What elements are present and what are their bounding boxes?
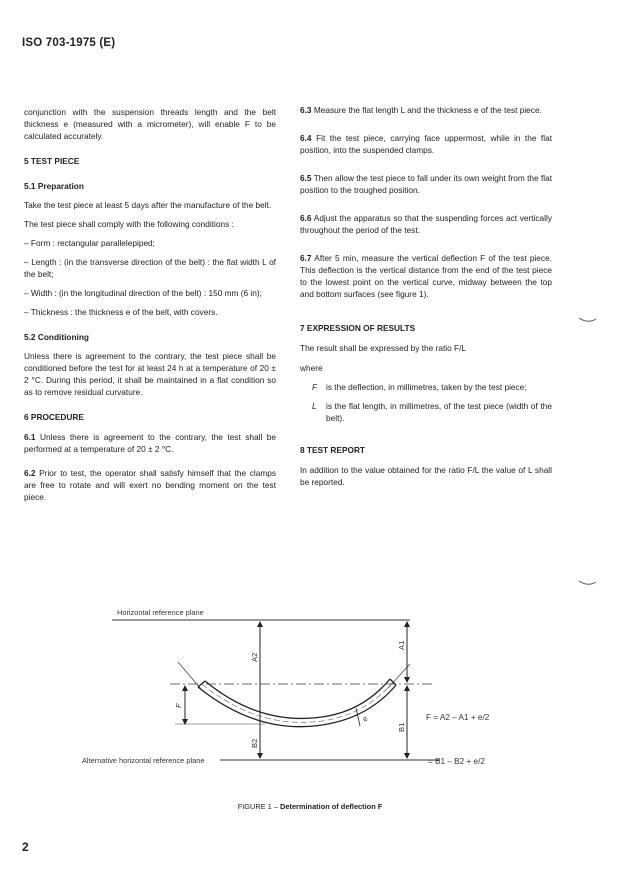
label-a1: A1 (397, 640, 406, 650)
section-8-heading: 8 TEST REPORT (300, 445, 366, 455)
section-6-1-text: Unless there is agreement to the contrary, the test shall be performed at a temperature of 20 ± 2 °C. (24, 432, 277, 454)
section-6-6-text: Adjust the apparatus so that the suspending forces act vertically throughout the period of the test. (300, 213, 552, 235)
section-6-4 (300, 132, 552, 156)
figure-caption (0, 802, 620, 811)
formula-2: = B1 – B2 + e/2 (428, 757, 485, 766)
condition-length: – Length : (in the transverse direction of the belt) : the flat width L of the belt; (24, 257, 276, 279)
label-b2: B2 (250, 738, 259, 748)
definition-f (312, 381, 552, 393)
definition-text: is the deflection, in millimetres, taken by the test piece; (326, 382, 527, 392)
definition-symbol: L (312, 401, 317, 411)
section-6-3-number: 6.3 (300, 105, 312, 115)
section-7-heading: 7 EXPRESSION OF RESULTS (300, 323, 416, 333)
margin-mark (578, 315, 598, 325)
section-6-1-number: 6.1 (24, 432, 36, 442)
condition-width: – Width : (in the longitudinal direction of the belt) : 150 mm (6 in); (24, 288, 262, 298)
where-label: where (300, 363, 323, 373)
label-e: e (359, 714, 370, 723)
label-f: F (174, 703, 183, 708)
condition-thickness: – Thickness : the thickness e of the belt, with covers. (24, 307, 218, 317)
label-b1: B1 (397, 722, 406, 732)
intro-paragraph: conjunction with the suspension threads length and the belt thickness e (measured with a micrometer), will enable F to be calculated accurately. (24, 107, 276, 141)
page-number: 2 (22, 840, 29, 854)
section-6-5-text: Then allow the test piece to fall under its own weight from the flat position to the troughed position. (300, 173, 553, 195)
section-5-heading: 5 TEST PIECE (24, 156, 80, 166)
section-6-7-text: After 5 min, measure the vertical deflection F of the test piece. This deflection is the vertical distance from the end of the test piece to the lowest point on the vertical curve, midway between the top and bottom surfaces (see figure 1). (300, 253, 552, 299)
left-column (24, 106, 276, 503)
horizontal-reference-label: Horizontal reference plane (117, 608, 204, 617)
section-6-5-number: 6.5 (300, 173, 312, 183)
section-6-1 (24, 431, 276, 455)
section-6-4-number: 6.4 (300, 133, 312, 143)
formula-1: F = A2 – A1 + e/2 (426, 713, 490, 722)
section-6-2 (24, 467, 276, 503)
section-6-3 (300, 104, 552, 116)
section-6-5 (300, 172, 552, 196)
section-5-1-paragraph-1: Take the test piece at least 5 days after the manufacture of the belt. (24, 200, 272, 210)
section-5-2-paragraph: Unless there is agreement to the contrary, the test piece shall be conditioned before the test for at least 24 h at a temperature of 20 ± 2 °C. During this period, it shall be maintained in a flat condition so as to remove residual curvature. (24, 351, 276, 397)
thickness-leader (356, 708, 360, 726)
figure-caption-title: Determination of deflection F (280, 802, 383, 811)
alternative-reference-label: Alternative horizontal reference plane (82, 756, 205, 765)
margin-mark (578, 578, 598, 588)
section-6-7-number: 6.7 (300, 253, 312, 263)
definition-text: is the flat length, in millimetres, of the test piece (width of the belt). (326, 401, 552, 423)
section-6-4-text: Fit the test piece, carrying face uppermost, while in the flat position, into the suspended clamps. (300, 133, 552, 155)
section-6-6-number: 6.6 (300, 213, 312, 223)
suspension-thread-left (178, 662, 201, 689)
section-5-1-paragraph-2: The test piece shall comply with the following conditions : (24, 219, 234, 229)
section-5-2-heading: 5.2 Conditioning (24, 332, 89, 342)
figure-caption-prefix: FIGURE 1 – (237, 802, 281, 811)
condition-form: – Form : rectangular parallelepiped; (24, 238, 155, 248)
definition-l (312, 400, 552, 424)
section-6-heading: 6 PROCEDURE (24, 412, 84, 422)
section-5-1-heading: 5.1 Preparation (24, 181, 84, 191)
section-6-2-text: Prior to test, the operator shall satisfy himself that the clamps are free to rotate and will exert no bending moment on the test piece. (24, 468, 276, 502)
section-6-7 (300, 252, 552, 300)
definitions-list (300, 381, 552, 424)
section-6-2-number: 6.2 (24, 468, 36, 478)
label-a2: A2 (250, 652, 259, 662)
right-column (300, 104, 552, 488)
definition-symbol: F (312, 382, 318, 392)
section-7-paragraph: The result shall be expressed by the ratio F/L (300, 343, 467, 353)
section-6-6 (300, 212, 552, 236)
section-6-3-text: Measure the flat length L and the thickness e of the test piece. (313, 105, 542, 115)
document-header: ISO 703-1975 (E) (22, 37, 116, 49)
section-8-paragraph: In addition to the value obtained for the ratio F/L the value of L shall be reported. (300, 465, 552, 487)
figure-1-diagram (60, 590, 530, 790)
